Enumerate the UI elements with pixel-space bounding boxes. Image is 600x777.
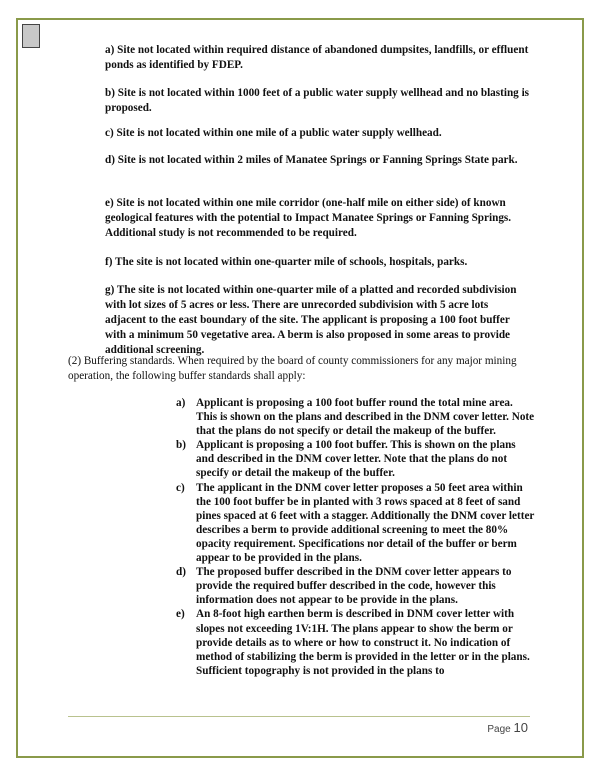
criterion-c: c) Site is not located within one mile of a public water supply wellhead. <box>105 127 442 139</box>
list-item-text: The proposed buffer described in the DNM cover letter appears to provide the required buffer described in the code, however this information does not appear to be provide in the plans. <box>196 566 512 607</box>
list-marker: b) <box>176 439 186 452</box>
list-marker: c) <box>176 481 185 494</box>
buffering-intro: (2) Buffering standards. When required by the board of county commissioners for any major mining operation, the following buffer standards shall apply: <box>68 355 517 382</box>
corner-marker <box>22 24 40 48</box>
page-number: 10 <box>513 720 528 735</box>
list-item-text: Applicant is proposing a 100 foot buffer round the total mine area. This is shown on the plans and described in the DNM cover letter. Note that the plans do not specify or detail the makeup of the buffer. <box>196 397 535 438</box>
criterion-d: d) Site is not located within 2 miles of Manatee Springs or Fanning Springs State park. <box>105 154 518 166</box>
list-item <box>176 396 536 438</box>
criterion-a: a) Site not located within required distance of abandoned dumpsites, landfills, or effluent ponds as identified by FDEP. <box>105 44 529 71</box>
page-footer <box>487 720 528 735</box>
list-item <box>176 607 536 677</box>
list-marker: a) <box>176 397 186 409</box>
list-item <box>176 438 536 480</box>
list-item-text: Applicant is proposing a 100 foot buffer. This is shown on the plans and described in the DNM cover letter. Note that the plans do not specify or detail the makeup of the buffer. <box>196 439 516 480</box>
list-item-text: The applicant in the DNM cover letter proposes a 50 feet area within the 100 foot buffer be in planted with 3 rows spaced at 8 feet of sand pines spaced at 6 feet with a stagger. Additionally the DNM cover letter describes a berm to provide additional screening to meet the 80% opacity requirement. Specifications nor detail of the buffer or berm appear to be provided in the plans. <box>196 481 535 565</box>
list-marker: e) <box>176 608 185 621</box>
footer-rule <box>68 716 530 717</box>
criterion-f: f) The site is not located within one-quarter mile of schools, hospitals, parks. <box>105 256 468 268</box>
criterion-e: e) Site is not located within one mile corridor (one-half mile on either side) of known geological features with the potential to Impact Manatee Springs or Fanning Springs. Additional study is not recommended to be required. <box>105 197 512 239</box>
list-item-text: An 8-foot high earthen berm is described in DNM cover letter with slopes not exceeding 1V:1H. The plans appear to show the berm or provide details as to where or how to construct it. No indication of method of stabilizing the berm is provided in the letter or in the plans. Sufficient topography is not provided in the plans to <box>196 608 530 677</box>
footer-label: Page <box>487 724 511 735</box>
list-item <box>176 481 536 566</box>
buffer-list <box>176 396 536 678</box>
list-marker: d) <box>176 566 186 579</box>
list-item <box>176 565 536 607</box>
criterion-g: g) The site is not located within one-quarter mile of a platted and recorded subdivision with lot sizes of 5 acres or less. There are unrecorded subdivision with 5 acre lots adjacent to the east boundary of the site. The applicant is proposing a 100 foot buffer with a minimum 50 vegetative area. A berm is also proposed in some areas to provide additional screening. <box>105 284 517 356</box>
criterion-b: b) Site is not located within 1000 feet of a public water supply wellhead and no blasting is proposed. <box>105 87 530 114</box>
